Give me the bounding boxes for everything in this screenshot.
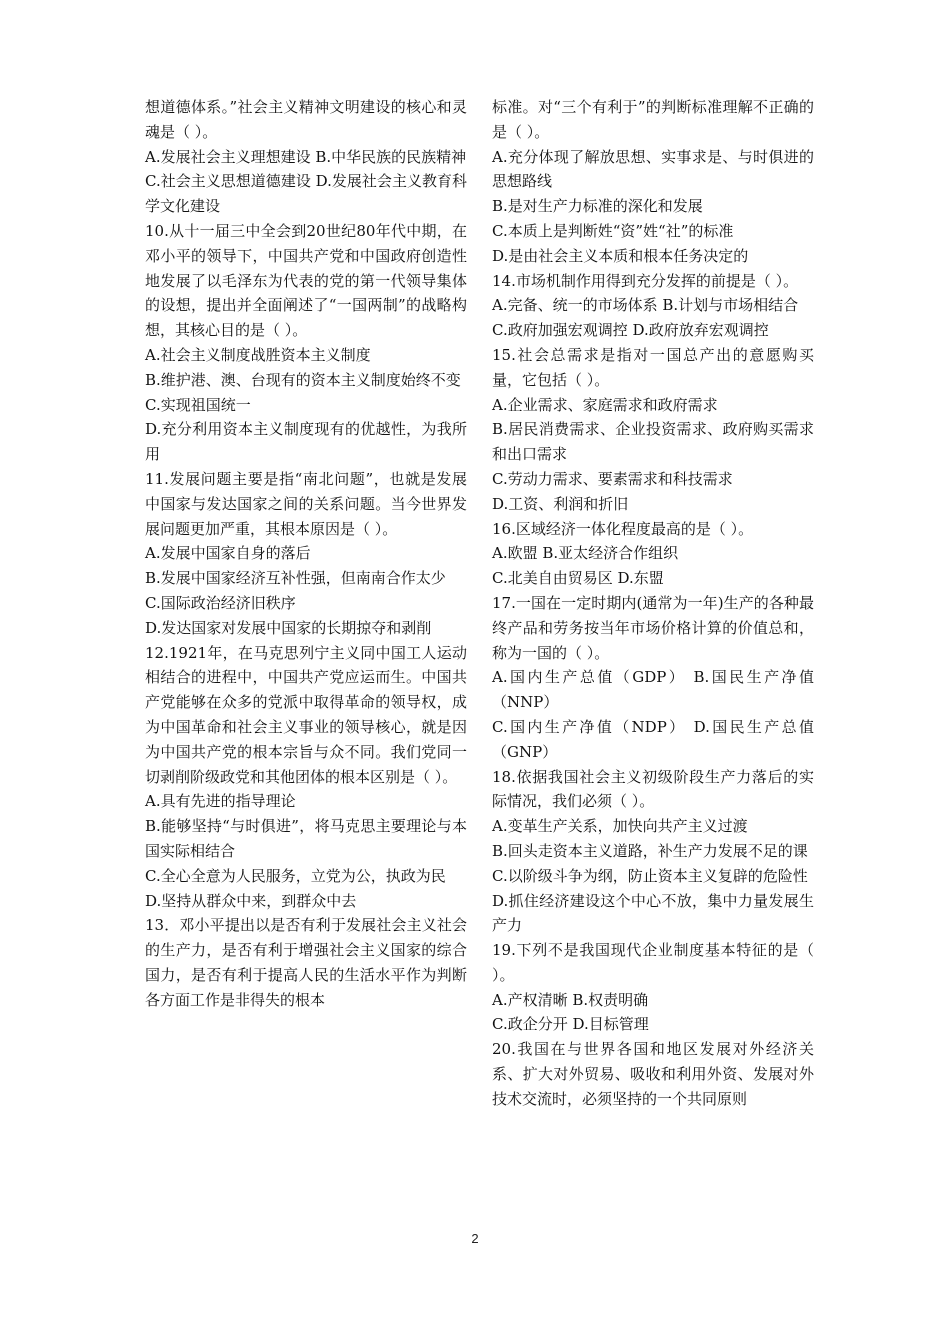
right-paragraph: 18.依据我国社会主义初级阶段生产力落后的实际情况，我们必须（ ）。 (492, 767, 814, 811)
right-paragraph: D.工资、利润和折旧 (492, 494, 629, 513)
left-paragraph: 13．邓小平提出以是否有利于发展社会主义社会的生产力，是否有利于增强社会主义国家的综合国力，是否有利于提高人民的生活水平作为判断各方面工作是非得失的根本 (145, 916, 467, 1009)
right-paragraph: C.以阶级斗争为纲，防止资本主义复辟的危险性 (492, 866, 808, 885)
right-paragraph: B.回头走资本主义道路，补生产力发展不足的课 (492, 841, 808, 860)
right-paragraph: A.完备、统一的市场体系 B.计划与市场相结合 (492, 296, 799, 315)
left-paragraph: C.实现祖国统一 (145, 395, 251, 414)
left-paragraph: A.具有先进的指导理论 (145, 792, 296, 811)
right-paragraph: C.本质上是判断姓“资”姓“社”的标准 (492, 221, 734, 240)
left-paragraph: 想道德体系。”社会主义精神文明建设的核心和灵魂是（ ）。 (145, 98, 467, 141)
left-paragraph: C.社会主义思想道德建设 D.发展社会主义教育科学文化建设 (145, 172, 467, 216)
right-paragraph: C.北美自由贸易区 D.东盟 (492, 569, 664, 588)
right-paragraph: C.政企分开 D.目标管理 (492, 1015, 649, 1034)
left-paragraph: 11.发展问题主要是指“南北问题”，也就是发展中国家与发达国家之间的关系问题。当今世界发展问题更加严重，其根本原因是（ ）。 (145, 469, 467, 538)
left-paragraph: C.全心全意为人民服务，立党为公，执政为民 (145, 866, 446, 885)
left-paragraph: 10.从十一届三中全会到20世纪80年代中期，在邓小平的领导下，中国共产党和中国政府创造性地发展了以毛泽东为代表的党的第一代领导集体的设想，提出并全面阐述了“一国两制”的战略构想，其核心目的是（ ）。 (145, 221, 467, 340)
right-paragraph: 14.市场机制作用得到充分发挥的前提是（ ）。 (492, 271, 799, 290)
right-paragraph: 20.我国在与世界各国和地区发展对外经济关系、扩大对外贸易、吸收和利用外资、发展对外技术交流时，必须坚持的一个共同原则 (492, 1040, 814, 1108)
right-column (492, 95, 814, 1112)
left-paragraph: D.发达国家对发展中国家的长期掠夺和剥削 (145, 618, 432, 637)
right-paragraph: 17.一国在一定时期内(通常为一年)生产的各种最终产品和劳务按当年市场价格计算的价值总和，称为一国的（ ）。 (492, 593, 814, 662)
right-paragraph: 标准。对“三个有利于”的判断标准理解不正确的是（ ）。 (492, 98, 814, 141)
left-paragraph: D.充分利用资本主义制度现有的优越性，为我所用 (145, 420, 467, 464)
left-paragraph: B.能够坚持“与时俱进”，将马克思主要理论与本国实际相结合 (145, 817, 467, 860)
left-paragraph: 12.1921年，在马克思列宁主义同中国工人运动相结合的进程中，中国共产党应运而生。中国共产党能够在众多的党派中取得革命的领导权，成为中国革命和社会主义事业的领导核心，就是因为中国共产党的根本宗旨与众不同。我们党同一切剥削阶级政党和其他团体的根本区别是（ ）。 (145, 643, 467, 786)
left-paragraph: A.社会主义制度战胜资本主义制度 (145, 345, 371, 364)
left-paragraph: D.坚持从群众中来，到群众中去 (145, 891, 357, 910)
left-paragraph: A.发展社会主义理想建设 B.中华民族的民族精神 (145, 147, 467, 166)
left-paragraph: A.发展中国家自身的落后 (145, 544, 311, 563)
right-paragraph: C.劳动力需求、要素需求和科技需求 (492, 469, 733, 488)
left-paragraph: C.国际政治经济旧秩序 (145, 593, 296, 612)
left-paragraph: B.发展中国家经济互补性强，但南南合作太少 (145, 569, 446, 588)
right-paragraph: A.变革生产关系，加快向共产主义过渡 (492, 817, 748, 836)
right-paragraph: A.国内生产总值（GDP） B.国民生产净值（NNP） (492, 668, 814, 712)
right-paragraph: 19.下列不是我国现代企业制度基本特征的是（ ）。 (492, 941, 814, 984)
right-paragraph: A.产权清晰 B.权责明确 (492, 990, 649, 1009)
right-paragraph: 16.区域经济一体化程度最高的是（ ）。 (492, 519, 754, 538)
right-paragraph: B.居民消费需求、企业投资需求、政府购买需求和出口需求 (492, 420, 814, 464)
right-paragraph: C.国内生产净值（NDP） D.国民生产总值（GNP） (492, 717, 814, 761)
page-number: 2 (471, 1231, 479, 1246)
left-paragraph: B.维护港、澳、台现有的资本主义制度始终不变 (145, 370, 461, 389)
left-column (145, 95, 467, 1012)
right-paragraph: 15.社会总需求是指对一国总产出的意愿购买量，它包括（ ）。 (492, 345, 814, 389)
right-paragraph: D.抓住经济建设这个中心不放，集中力量发展生产力 (492, 891, 814, 935)
right-paragraph: A.欧盟 B.亚太经济合作组织 (492, 544, 679, 563)
right-paragraph: A.企业需求、家庭需求和政府需求 (492, 395, 718, 414)
right-paragraph: C.政府加强宏观调控 D.政府放弃宏观调控 (492, 321, 769, 340)
right-paragraph: D.是由社会主义本质和根本任务决定的 (492, 246, 749, 265)
right-paragraph: B.是对生产力标准的深化和发展 (492, 197, 703, 216)
right-paragraph: A.充分体现了解放思想、实事求是、与时俱进的思想路线 (492, 147, 814, 191)
